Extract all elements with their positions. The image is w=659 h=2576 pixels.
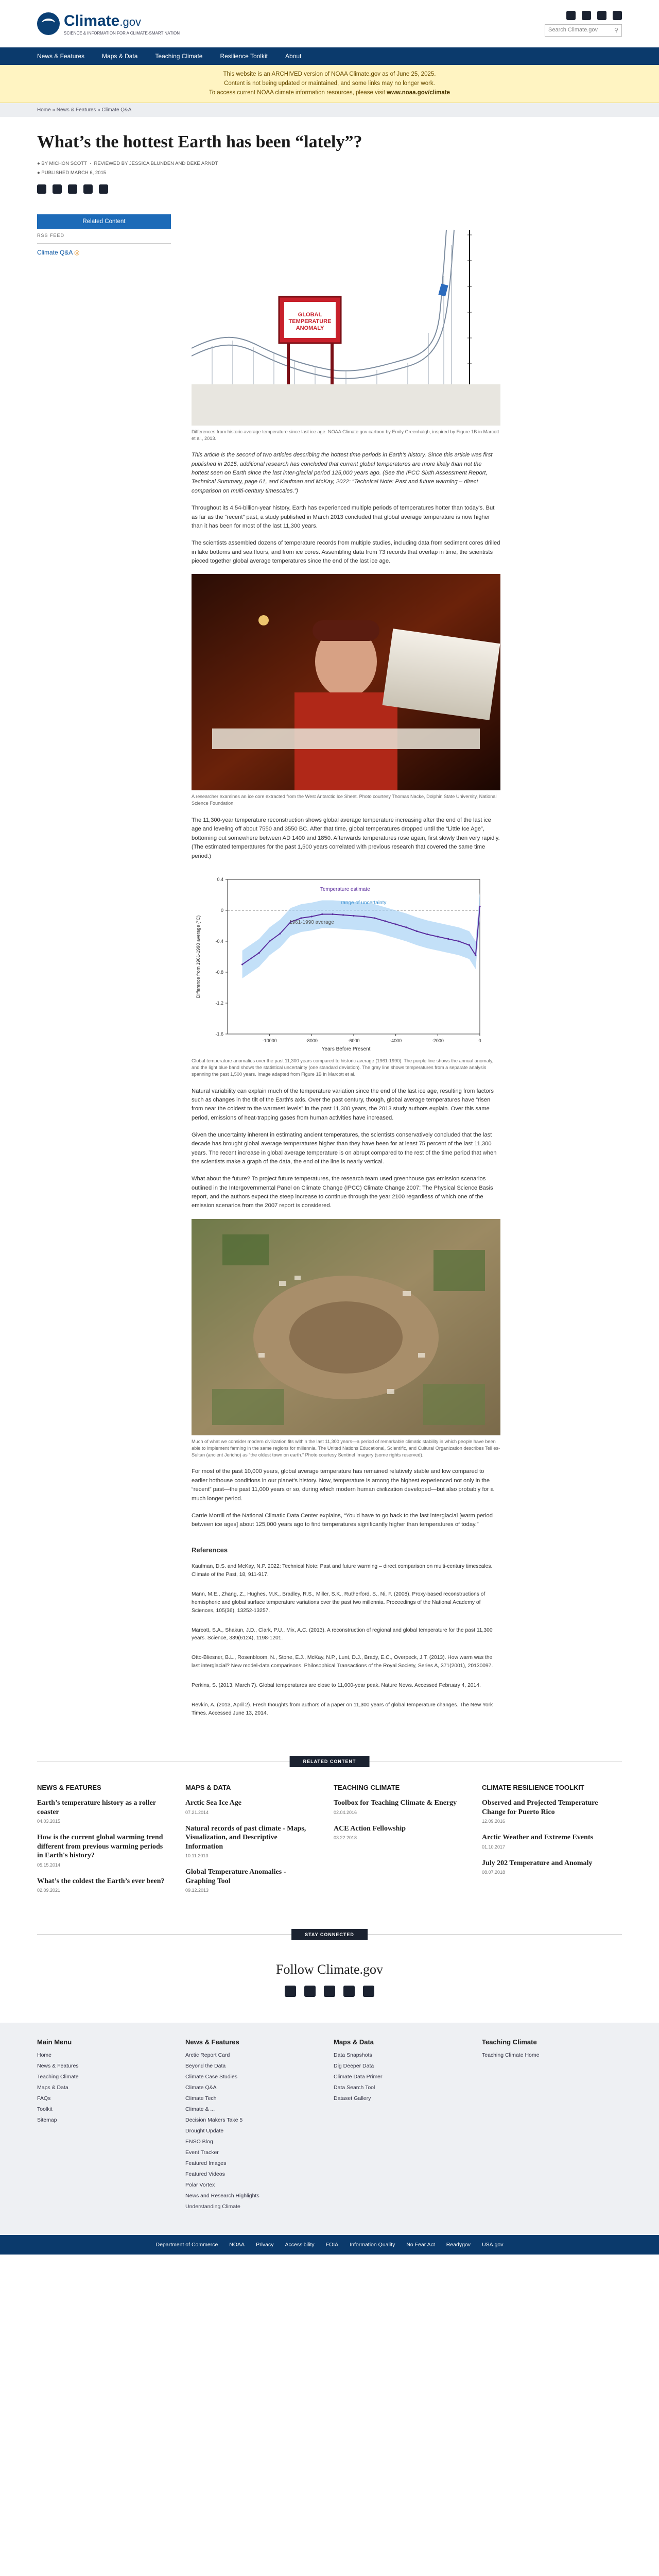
footer-link[interactable]: Featured Images (185, 2160, 227, 2167)
share-bluesky-icon[interactable] (53, 184, 62, 194)
article-body (192, 214, 500, 1730)
footer-link[interactable]: Toolkit (37, 2106, 53, 2113)
nav-teaching-climate[interactable]: Teaching Climate (155, 53, 203, 60)
x-icon[interactable] (304, 1986, 316, 1997)
footer-link[interactable]: Maps & Data (37, 2084, 68, 2091)
related-column-news (37, 1784, 165, 1902)
paragraph: The scientists assembled dozens of temperature records from multiple studies, including data from sediment cores drilled in lake bottoms and sea floors, and from ice cores. Assembling data from 73 records that overlap in time, the scientists pieced together global average temperatures since the end of the last ice age. (192, 540, 500, 564)
y-tick-label: 0 (220, 907, 223, 913)
bottom-link[interactable]: NOAA (229, 2242, 245, 2248)
x-tick-label: -6000 (348, 1038, 360, 1043)
cartoon-sign-text: GLOBAL TEMPERATURE ANOMALY (288, 311, 332, 331)
temperature-point (269, 940, 270, 942)
temperature-point (469, 944, 470, 946)
temperature-point (437, 936, 439, 937)
chart-annotation-baseline: 1961-1990 average (289, 919, 334, 925)
footer-link[interactable]: Climate Data Primer (334, 2074, 383, 2080)
related-column-heading: MAPS & DATA (185, 1784, 231, 1792)
footer-link[interactable]: Sitemap (37, 2117, 57, 2124)
stay-connected-divider (0, 1923, 659, 1952)
footer-heading: Teaching Climate (482, 2038, 537, 2046)
y-tick-label: 0.4 (217, 876, 223, 882)
temperature-point (475, 954, 476, 956)
footer-link[interactable]: News and Research Highlights (185, 2193, 259, 2199)
related-column-teaching (334, 1784, 461, 1902)
footer-link[interactable]: Teaching Climate (37, 2074, 79, 2080)
figure-caption-4: Much of what we consider modern civilization fits within the last 11,300 years—a period of remarkable climatic stability in which people have been able to implement farming in the same regions for millennia. The United Nations Educational, Scientific, and Cultural Organization describes Tell es-Sultan (ancient Jericho) as “the oldest town on earth.” Photo courtesy Sentinel Imagery (some rights reserved). (192, 1438, 500, 1458)
related-content-divider (0, 1750, 659, 1778)
share-facebook-icon[interactable] (37, 184, 46, 194)
bottom-link[interactable]: FOIA (325, 2242, 339, 2248)
footer-link[interactable]: Decision Makers Take 5 (185, 2117, 243, 2124)
search-icon[interactable]: ⚲ (614, 27, 618, 33)
footer-link[interactable]: Understanding Climate (185, 2204, 240, 2210)
facebook-icon[interactable] (285, 1986, 296, 1997)
temperature-point (363, 916, 365, 917)
temperature-point (405, 926, 407, 928)
share-x-icon[interactable] (68, 184, 77, 194)
references-heading: References (192, 1546, 228, 1554)
bottom-link[interactable]: Privacy (256, 2242, 274, 2248)
nav-news-features[interactable]: News & Features (37, 53, 85, 60)
temperature-point (241, 963, 243, 965)
footer-column-main (37, 2038, 165, 2214)
paragraph: Natural variability can explain much of the temperature variation since the end of the last ice age, resulting from factors such as changes in the tilt of the Earth's axis. Over the past century, though, global average temperatures have “risen from near the coldest to the warmest levels” in the past 11,300 years, the 2013 study authors explain. Over this same period, emissions of heat-trapping gases from human activities have increased. (192, 1088, 494, 1121)
author: ● BY MICHON SCOTT · REVIEWED BY JESSICA BLUNDEN AND DEKE ARNDT (37, 161, 218, 167)
social-links (566, 11, 622, 20)
site-logo[interactable] (37, 12, 180, 36)
related-item[interactable]: Observed and Projected Temperature Change for Puerto Rico 12.09.2016 (482, 1799, 598, 1824)
figure-caption-2: A researcher examines an ice core extracted from the West Antarctic Ice Sheet. Photo courtesy Thomas Nacke, Dolphin State University, National Science Foundation. (192, 794, 497, 806)
jericho-aerial-photo (192, 1219, 500, 1435)
bottom-link[interactable]: Accessibility (285, 2242, 315, 2248)
sidebar (37, 214, 171, 1730)
footer-link[interactable]: Climate & ... (185, 2106, 215, 2113)
related-column-heading: NEWS & FEATURES (37, 1784, 101, 1792)
temperature-point (395, 923, 396, 925)
temperature-point (279, 933, 281, 934)
stay-connected-label: STAY CONNECTED (291, 1929, 368, 1940)
related-item[interactable]: Toolbox for Teaching Climate & Energy 02.04.2016 (334, 1799, 457, 1815)
footer-column-news (185, 2038, 313, 2214)
reference-item[interactable]: Otto-Bliesner, B.L., Rosenbloom, N., Stone, E.J., McKay, N.P., Lunt, D.J., Brady, E.C., Overpeck, J.T. (2013). How warm was the last interglacial? New model-data comparisons. Philosophical Transactions of the Royal Society, Series A, 371(2001), 20130097. (192, 1655, 493, 1669)
chart-annotation-uncertainty: range of uncertainty (341, 900, 387, 906)
bottom-link[interactable]: USA.gov (482, 2242, 504, 2248)
references (192, 1545, 500, 1718)
rss-feed-link[interactable]: RSS FEED (37, 232, 65, 238)
paragraph: For most of the past 10,000 years, global average temperature has remained relatively stable and low compared to earlier hothouse conditions in our planet's history. Now, temperature is among the highest experienced not only in the “recent” past—the past 11,000 years or so, during which modern human civilization developed—but also probably for a much longer period. (192, 1468, 494, 1502)
x-tick-label: -8000 (305, 1038, 318, 1043)
footer-link[interactable]: Data Snapshots (334, 2052, 372, 2059)
x-tick-label: 0 (478, 1038, 481, 1043)
paragraph: What about the future? To project future temperatures, the research team used greenhouse gas emission scenarios outlined in the Intergovernmental Panel on Climate Change (IPCC) Climate Change 2007: The Physical Science Basis report, and the authors expect the steep increase to continue through the year 2100 regardless of which one of the emission scenarios from the 2007 report is considered. (192, 1176, 493, 1209)
nav-resilience-toolkit[interactable]: Resilience Toolkit (220, 53, 268, 60)
category-link[interactable]: Climate Q&A (37, 248, 73, 256)
temperature-point (385, 920, 386, 922)
temperature-point (353, 915, 354, 917)
temperature-point (447, 938, 449, 940)
archive-banner (0, 65, 659, 103)
related-column-heading: CLIMATE RESILIENCE TOOLKIT (482, 1784, 584, 1792)
reference-item[interactable]: Mann, M.E., Zhang, Z., Hughes, M.K., Bradley, R.S., Miller, S.K., Rutherford, S., Ni, F. (2008). Proxy-based reconstructions of hemispheric and global surface temperature variations over the past two millennia. Proceedings of the National Academy of Sciences, 105(36), 13252-13257. (192, 1591, 485, 1614)
y-tick-label: -1.2 (215, 1000, 223, 1006)
footer-link[interactable]: Teaching Climate Home (482, 2052, 540, 2059)
chart-annotation-estimate: Temperature estimate (320, 886, 370, 892)
rss-icon[interactable]: ◎ (74, 248, 80, 256)
footer-link[interactable]: Beyond the Data (185, 2063, 226, 2070)
footer-link[interactable]: Climate Tech (185, 2095, 217, 2102)
y-tick-label: -0.8 (215, 969, 223, 975)
reference-item[interactable]: Revkin, A. (2013, April 2). Fresh thoughts from authors of a paper on 11,300 years of global temperature changes. The New York Times. Accessed June 13, 2014. (192, 1702, 493, 1717)
related-column-heading: TEACHING CLIMATE (334, 1784, 400, 1792)
bottom-link[interactable]: Information Quality (350, 2242, 395, 2248)
intro-paragraph: This article is the second of two articles describing the hottest time periods in Earth's history. Since this article was first published in 2015, additional research has concluded that current global temperatures are more likely than not the hottest seen on Earth since the last inter-glacial period 125,000 years ago. (See the IPCC Sixth Assessment Report, Technical Summary, page 61, and Kaufman and McKay, 2022: “Technical Note: Past and future warming – direct comparison on multi-century timescales.”) (192, 452, 493, 494)
logo-wordmark: Climate.gov (64, 12, 141, 29)
temperature-point (321, 913, 323, 915)
temperature-point (374, 917, 375, 919)
bottom-bar (0, 2235, 659, 2255)
footer-link[interactable]: Drought Update (185, 2128, 224, 2134)
youtube-icon[interactable] (343, 1986, 355, 1997)
temperature-point (416, 930, 418, 932)
noaa-logo-icon (37, 12, 60, 35)
related-content (0, 1778, 659, 1902)
related-item[interactable]: July 202 Temperature and Anomaly 08.07.2018 (482, 1859, 593, 1875)
related-item[interactable]: Global Temperature Anomalies - Graphing Tool 09.12.2013 (185, 1868, 286, 1893)
follow-section (0, 1962, 659, 1997)
related-content-button[interactable]: Related Content (37, 214, 171, 229)
bluesky-icon[interactable] (324, 1986, 335, 1997)
temperature-point (332, 913, 334, 915)
footer-link[interactable]: Featured Videos (185, 2171, 225, 2178)
share-email-icon[interactable] (83, 184, 93, 194)
paragraph: The 11,300-year temperature reconstruction shows global average temperature increasing after the end of the last ice age and leveling off about 7550 and 3550 BC. After that time, global temperatures dropped until the “Little Ice Age”, bottoming out somewhere between AD 1400 and 1850. Afterwards temperatures rose again, first slowly then very rapidly. (The estimated temperatures for the past 1,500 years correlated with previous research that covered the same time period.) (192, 817, 500, 859)
x-tick-label: -10000 (262, 1038, 277, 1043)
footer-heading: News & Features (185, 2038, 239, 2046)
paragraph: Carrie Morrill of the National Climatic Data Center explains, “You'd have to go back to the last interglacial [warm period between ice ages] about 125,000 years ago to find temperatures significantly higher than temperatures of today.” (192, 1512, 493, 1528)
page-title: What’s the hottest Earth has been “lately”? (37, 132, 362, 152)
related-item[interactable]: What’s the coldest the Earth’s ever been? 02.09.2021 (37, 1877, 165, 1893)
footer-link[interactable]: Climate Case Studies (185, 2074, 237, 2080)
ice-core-photo (192, 574, 500, 790)
main-nav (0, 47, 659, 65)
footer-link[interactable]: Arctic Report Card (185, 2052, 230, 2059)
temperature-point (479, 906, 480, 907)
paragraph: Given the uncertainty inherent in estimating ancient temperatures, the scientists conservatively concluded that the last decade has brought global average temperatures higher than they have been for at least 75 percent of the last 11,300 years. The recent increase in global average temperature is on abrupt compared to the rest of the time period that when the scientists make a graph of the data, the end of the line is nearly vertical. (192, 1131, 497, 1165)
breadcrumb[interactable]: Home » News & Features » Climate Q&A (0, 103, 659, 117)
related-item[interactable]: Earth’s temperature history as a roller coaster 04.03.2015 (37, 1799, 156, 1824)
share-buttons (37, 184, 622, 194)
footer-link[interactable]: Dig Deeper Data (334, 2063, 374, 2070)
temperature-point (426, 934, 428, 935)
bottom-link[interactable]: No Fear Act (406, 2242, 435, 2248)
banner-link[interactable]: www.noaa.gov/climate (387, 89, 450, 96)
facebook-icon[interactable] (566, 11, 576, 20)
banner-line-1: This website is an ARCHIVED version of NOAA Climate.gov as of June 25, 2025. (223, 71, 436, 77)
y-tick-label: -0.4 (215, 938, 223, 944)
search-input[interactable]: Search Climate.gov ⚲ (545, 24, 622, 37)
temperature-point (300, 917, 302, 919)
rollercoaster-cartoon (192, 214, 500, 426)
footer-link[interactable]: ENSO Blog (185, 2139, 213, 2145)
footer-link[interactable]: Climate Q&A (185, 2084, 217, 2091)
footer-link[interactable]: FAQs (37, 2095, 51, 2102)
reference-item[interactable]: Marcott, S.A., Shakun, J.D., Clark, P.U., Mix, A.C. (2013). A reconstruction of regional and global temperature for the past 11,300 years. Science, 339(6124), 1198-1201. (192, 1627, 493, 1641)
footer-column-maps (334, 2038, 461, 2214)
footer-link[interactable]: Event Tracker (185, 2149, 219, 2156)
figure-caption-3: Global temperature anomalies over the past 11,300 years compared to historic average (1961-1990). The purple line shows the annual anomaly, and the light blue band shows the statistical uncertainty (one standard deviation). The gray line shows temperatures from a separate analysis spanning the past 1,500 years. Image adapted from Figure 1B in Marcott et al. (192, 1058, 494, 1077)
x-tick-label: -4000 (390, 1038, 402, 1043)
temperature-chart (192, 869, 500, 1055)
site-footer (0, 2023, 659, 2235)
instagram-icon[interactable] (613, 11, 622, 20)
bottom-link[interactable]: Readygov (446, 2242, 471, 2248)
logo-tagline: SCIENCE & INFORMATION FOR A CLIMATE-SMART NATION (64, 30, 180, 36)
related-item[interactable]: How is the current global warming trend different from previous warming periods in Earth's history? 05.15.2014 (37, 1834, 163, 1868)
footer-link[interactable]: Data Search Tool (334, 2084, 375, 2091)
bottom-link[interactable]: Department of Commerce (155, 2242, 218, 2248)
temperature-point (258, 952, 260, 954)
related-item[interactable]: Arctic Sea Ice Age 07.21.2014 (185, 1799, 241, 1815)
footer-link[interactable]: News & Features (37, 2063, 79, 2070)
x-icon[interactable] (582, 11, 591, 20)
footer-column-teaching (482, 2038, 610, 2214)
temperature-point (342, 914, 344, 916)
related-column-toolkit (482, 1784, 610, 1902)
nav-about[interactable]: About (285, 53, 302, 60)
banner-line-2: Content is not being updated or maintained, and some links may no longer work. (224, 80, 435, 87)
footer-link[interactable]: Home (37, 2052, 52, 2059)
related-item[interactable]: Arctic Weather and Extreme Events 01.10.2017 (482, 1834, 593, 1850)
figure-caption-1: Differences from historic average temperature since last ice age. NOAA Climate.gov cartoon by Emily Greenhalgh, inspired by Figure 1B in Marcott et al., 2013. (192, 429, 499, 441)
banner-line-3: To access current NOAA climate information resources, please visit (209, 89, 385, 96)
instagram-icon[interactable] (363, 1986, 374, 1997)
temperature-point (458, 940, 460, 942)
reference-item[interactable]: Perkins, S. (2013, March 7). Global temperatures are close to 11,000-year peak. Nature News. Accessed February 4, 2014. (192, 1683, 481, 1689)
y-tick-label: -1.6 (215, 1031, 223, 1037)
footer-heading: Main Menu (37, 2038, 72, 2046)
footer-link[interactable]: Polar Vortex (185, 2182, 215, 2189)
temperature-point (311, 916, 313, 917)
publish-date: ● PUBLISHED MARCH 6, 2015 (37, 170, 107, 176)
reference-item[interactable]: Kaufman, D.S. and McKay, N.P. 2022: Technical Note: Past and future warming – direct comparison on multi-century timescales. Climate of the Past, 18, 911-917. (192, 1563, 493, 1578)
chart-xlabel: Years Before Present (321, 1046, 371, 1052)
related-column-maps (185, 1784, 313, 1902)
nav-maps-data[interactable]: Maps & Data (102, 53, 138, 60)
print-icon[interactable] (99, 184, 108, 194)
footer-heading: Maps & Data (334, 2038, 374, 2046)
youtube-icon[interactable] (597, 11, 606, 20)
related-item[interactable]: ACE Action Fellowship 03.22.2018 (334, 1824, 406, 1841)
follow-title: Follow Climate.gov (276, 1962, 383, 1977)
footer-link[interactable]: Dataset Gallery (334, 2095, 371, 2102)
x-tick-label: -2000 (431, 1038, 444, 1043)
related-content-label: RELATED CONTENT (290, 1756, 370, 1767)
related-item[interactable]: Natural records of past climate - Maps, Visualization, and Descriptive Information 10.11.2013 (185, 1824, 306, 1859)
chart-ylabel: Difference from 1961-1990 average (°C) (196, 915, 201, 998)
paragraph: Throughout its 4.54-billion-year history, Earth has experienced multiple periods of temperatures hotter than today's. But as far as the “recent” past, a study published in March 2013 concluded that global average temperature is now higher than it has been for most of the last 11,300 years. (192, 505, 495, 529)
site-header (0, 0, 659, 47)
